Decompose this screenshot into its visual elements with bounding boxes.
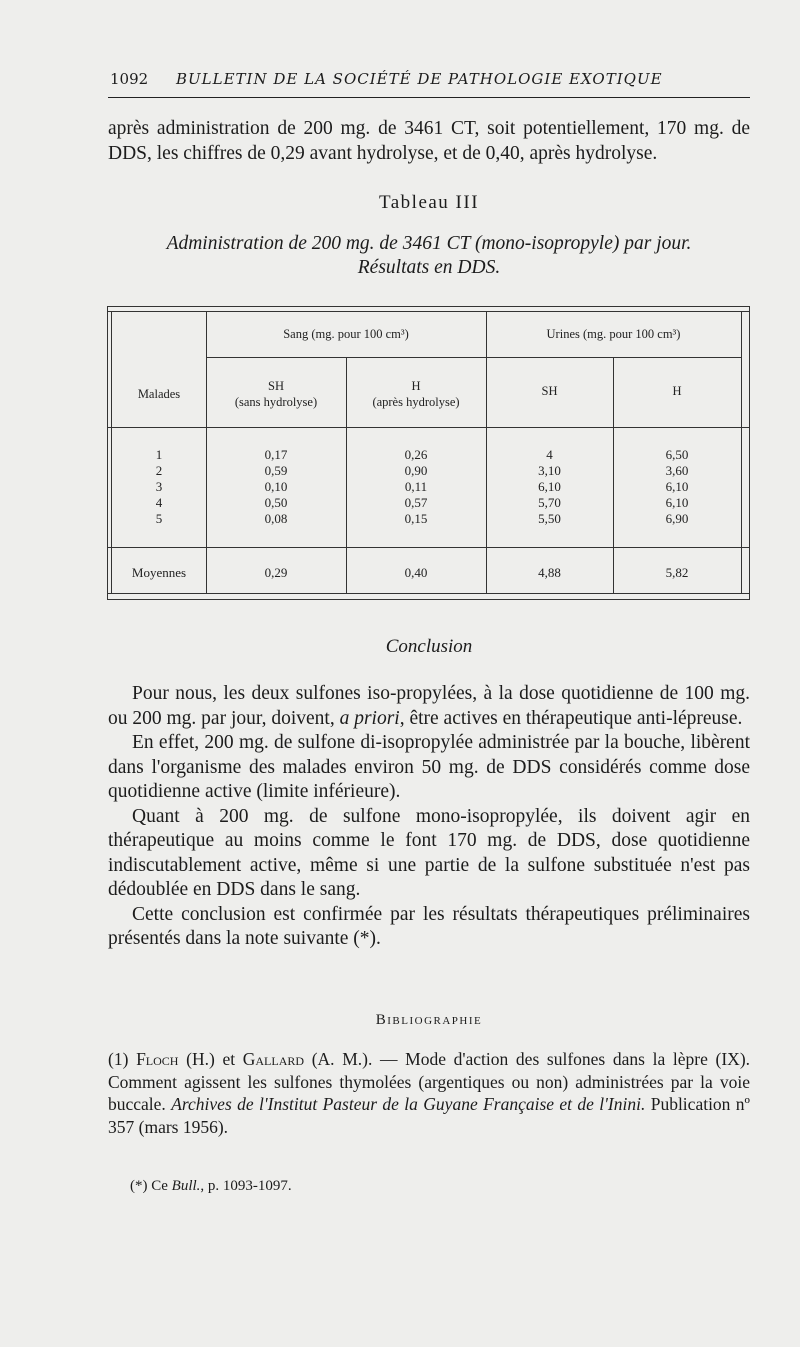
cell-urines-sh: 5,50: [538, 511, 561, 526]
cell-moyennes-urines-sh: 4,88: [538, 565, 561, 580]
cell-urines-h: 6,10: [665, 479, 689, 494]
table-caption: [108, 232, 750, 280]
conclusion-paragraph-3: Quant à 200 mg. de sulfone mono-isopropylée, ils doivent agir en thérapeutique au moins comme le font 170 mg. de DDS, dose quotidienne indiscutablement active, même si une partie de la sulfone substituée n'est pas dédoublée en DDS dans le sang.: [108, 805, 750, 900]
group-header-urines: Urines (mg. pour 100 cm³): [546, 327, 681, 341]
bibliography-title-text: Bibliographie: [375, 1012, 483, 1028]
cell-moyennes-sang-h: 0,40: [404, 565, 428, 580]
reference-item: [108, 1048, 750, 1138]
header-rule: [108, 97, 750, 98]
cell-urines-h: 6,50: [665, 447, 689, 462]
running-head: [110, 70, 750, 92]
cell-sang-sh: 0,10: [264, 479, 288, 494]
cell-sang-sh: 0,59: [264, 463, 288, 478]
col-header-urines-sh: SH: [541, 384, 558, 398]
ref-text: — Mode d'action des sulfones dans la lèpre (IX). Comment agissent les sulfones thymolées (argentiques ou non) administrées par la voie buccale.: [108, 1049, 751, 1114]
bibliography-title: [108, 1012, 750, 1029]
col-header-malades: Malades: [137, 387, 181, 401]
table-caption-line1: Administration de 200 mg. de 3461 CT (mono-isopropyle) par jour.: [166, 233, 692, 254]
conclusion-paragraph-2: En effet, 200 mg. de sulfone di-isopropylée administrée par la bouche, libèrent dans l'organisme des malades environ 50 mg. de DDS considérés comme dose quotidienne active (limite inférieure).: [108, 732, 750, 802]
table-rule: [108, 311, 749, 312]
cell-urines-h: 6,10: [665, 495, 689, 510]
intro-text: après administration de 200 mg. de 3461 CT, soit potentiellement, 170 mg. de DDS, les chiffres de 0,29 avant hydrolyse, et de 0,40, après hydrolyse.: [108, 118, 750, 164]
cell-urines-sh: 5,70: [538, 495, 561, 510]
cell-malade: 1: [155, 447, 163, 462]
ref-author-1-initials: (H.) et: [186, 1049, 236, 1069]
footnote-pages: , p. 1093-1097.: [200, 1178, 292, 1194]
cell-sang-sh: 0,17: [264, 447, 288, 462]
cell-malade: 5: [155, 511, 163, 526]
conclusion-body: [108, 682, 750, 952]
ref-author-2: Gallard: [242, 1049, 305, 1069]
col-header-sang-h: H: [411, 379, 421, 393]
cell-urines-sh: 3,10: [538, 463, 561, 478]
col-header-sang-sh: SH: [268, 379, 284, 393]
table-label: Tableau III: [378, 192, 480, 213]
cell-moyennes-urines-h: 5,82: [665, 565, 689, 580]
journal-title: BULLETIN DE LA SOCIÉTÉ DE PATHOLOGIE EXOTIQUE: [176, 70, 663, 88]
cell-sang-h: 0,11: [404, 479, 428, 494]
p1-text: Pour nous, les deux sulfones iso-propylées, à la dose quotidienne de 100 mg. ou 200 mg. par jour, doivent,: [108, 683, 750, 729]
footnote-journal: Bull.: [171, 1178, 201, 1194]
cell-moyennes-sang-sh: 0,29: [264, 565, 288, 580]
cell-moyennes-label: Moyennes: [131, 565, 187, 580]
col-header-sang-h-sub: (après hydrolyse): [372, 395, 460, 409]
conclusion-paragraph-1: [108, 682, 750, 731]
page-number: 1092: [110, 70, 149, 88]
cell-urines-sh: 4: [546, 447, 553, 462]
cell-sang-h: 0,15: [404, 511, 428, 526]
footnote: [130, 1178, 292, 1195]
conclusion-paragraph-4: Cette conclusion est confirmée par les résultats thérapeutiques préliminaires présentés dans la note suivante (*).: [108, 903, 750, 949]
ref-end: Publication nº 357 (mars 1956).: [108, 1094, 750, 1137]
intro-paragraph: [108, 117, 750, 166]
cell-sang-sh: 0,08: [264, 511, 288, 526]
ref-journal: Archives de l'Institut Pasteur de la Guyane Française et de l'Inini.: [171, 1094, 646, 1114]
table-rule: [108, 593, 749, 594]
footnote-mark: (*) Ce: [130, 1178, 168, 1194]
cell-malade: 3: [155, 479, 163, 494]
conclusion-title: Conclusion: [385, 636, 473, 657]
table-rule: [108, 427, 749, 428]
cell-urines-h: 3,60: [665, 463, 689, 478]
ref-author-1: Floch: [136, 1049, 179, 1069]
cell-malade: 2: [155, 463, 163, 478]
results-table: [107, 306, 750, 600]
cell-sang-h: 0,57: [404, 495, 428, 510]
cell-malade: 4: [155, 495, 163, 510]
cell-sang-h: 0,26: [404, 447, 428, 462]
p1-italic: a priori: [339, 707, 400, 729]
ref-number: (1): [108, 1049, 129, 1069]
p1-text-end: , être actives en thérapeutique anti-lépreuse.: [399, 707, 743, 729]
table-rule: [108, 547, 749, 548]
cell-urines-sh: 6,10: [538, 479, 561, 494]
table-caption-line2: Résultats en DDS.: [357, 257, 501, 278]
table-rule: [741, 311, 742, 593]
group-header-sang: Sang (mg. pour 100 cm³): [283, 327, 409, 341]
cell-sang-h: 0,90: [404, 463, 428, 478]
cell-sang-sh: 0,50: [264, 495, 288, 510]
ref-author-2-initials: (A. M.).: [311, 1049, 373, 1069]
table-rule: [206, 357, 741, 358]
cell-urines-h: 6,90: [665, 511, 689, 526]
col-header-urines-h: H: [672, 384, 682, 398]
col-header-sang-sh-sub: (sans hydrolyse): [234, 395, 318, 409]
